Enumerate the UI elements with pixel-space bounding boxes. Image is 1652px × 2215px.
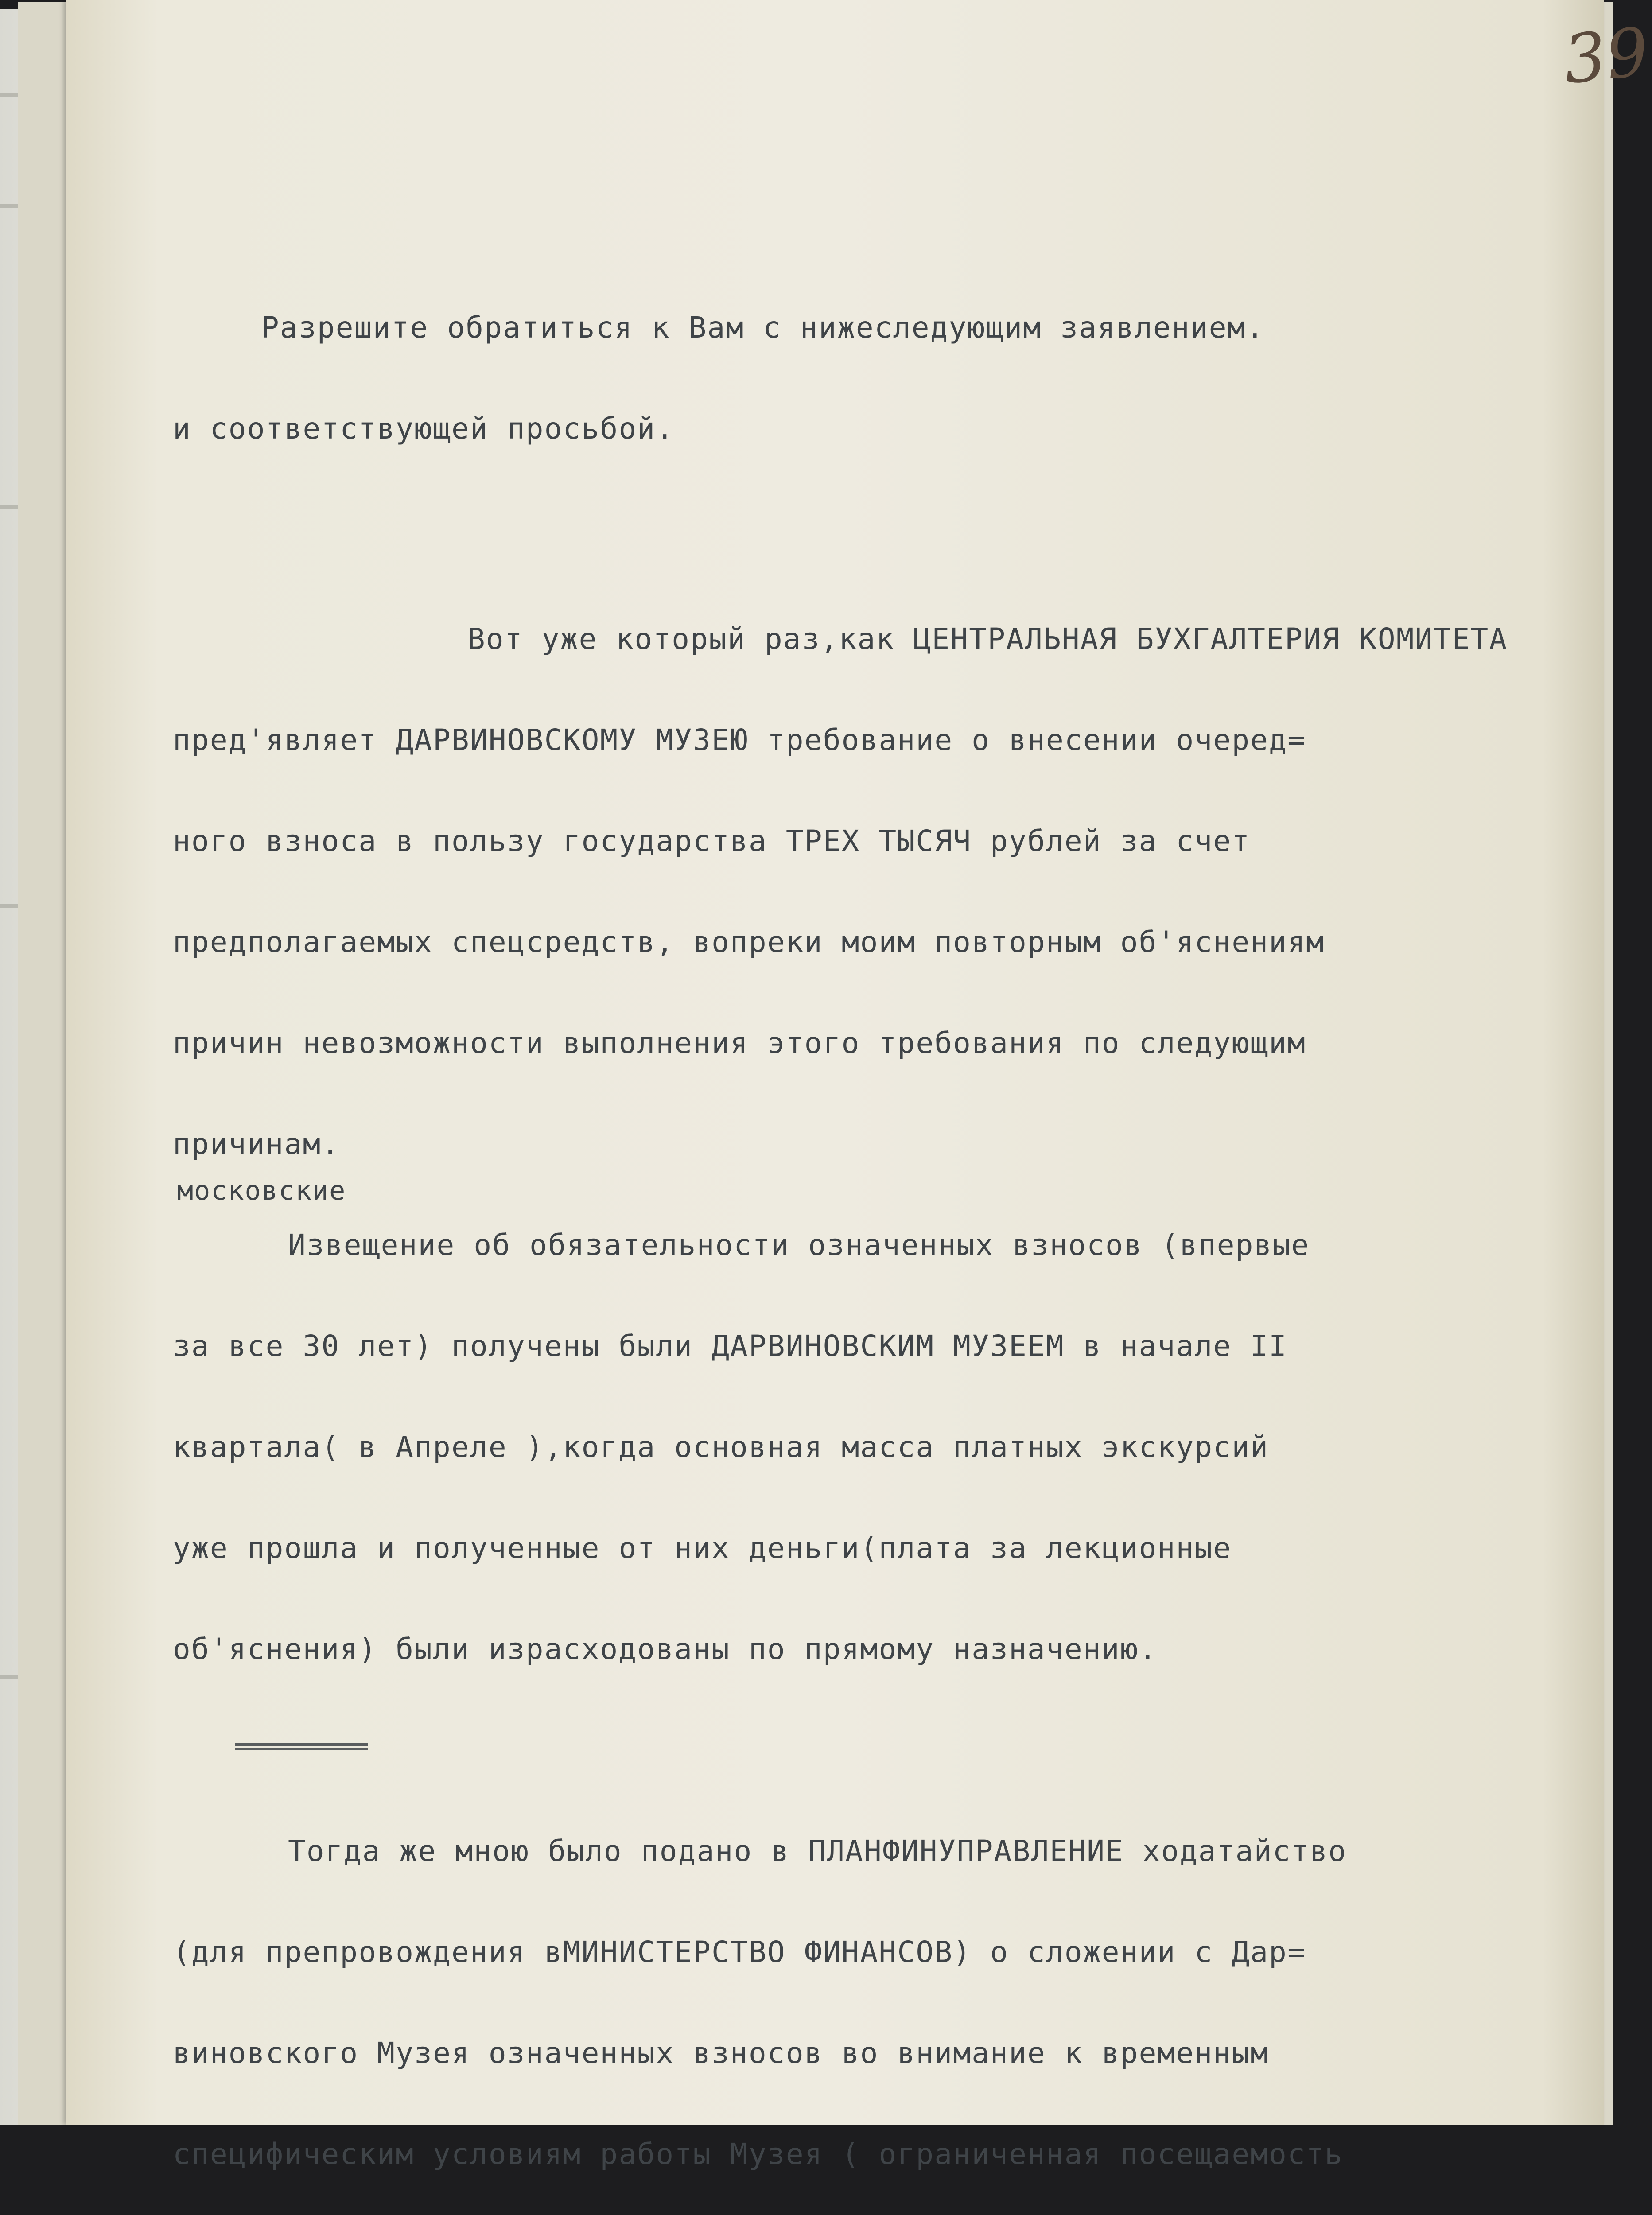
letter-body [173, 244, 1599, 2215]
text-line: Вот уже который раз,как ЦЕНТРАЛЬНАЯ БУХГАЛТЕРИЯ КОМИТЕТА [467, 622, 1508, 656]
text-line: причин невозможности выполнения этого требования по следующим [173, 1026, 1306, 1060]
text-line: виновского Музея означенных взносов во внимание к временным [173, 2036, 1269, 2070]
text-line: ного взноса в пользу государства ТРЕХ ТЫСЯЧ рублей за счет [173, 824, 1251, 858]
text-line: за все 30 лет) получены были ДАРВИНОВСКИМ МУЗЕЕМ в начале II [173, 1329, 1288, 1363]
text-line: об'яснения) были израсходованы по прямому назначению. [173, 1632, 1158, 1666]
handwritten-page-number: 39 [1560, 13, 1652, 99]
text-line: (для препровождения вМИНИСТЕРСТВО ФИНАНСОВ) о сложении с Дар= [173, 1935, 1306, 1969]
text-line: Разрешите обратиться к Вам с нижеследующим заявлением. [261, 311, 1265, 345]
text-line: специфическим условиям работы Музея ( ограниченная посещаемость [173, 2137, 1343, 2171]
text-line: Тогда же мною было подано в ПЛАНФИНУПРАВЛЕНИЕ ходатайство [288, 1834, 1347, 1868]
margin-insertion: московские [177, 1175, 346, 1206]
text-line: пред'являет ДАРВИНОВСКОМУ МУЗЕЮ требование о внесении очеред= [173, 723, 1306, 757]
text-line: Извещение об обязательности означенных взносов (впервые [288, 1228, 1310, 1262]
text-line: и соответствующей просьбой. [173, 412, 675, 446]
struck-out-word [173, 1733, 1599, 1767]
text-line: квартала( в Апреле ),когда основная масса платных экскурсий [173, 1430, 1269, 1464]
text-line: причинам. [173, 1127, 340, 1161]
text-line: уже прошла и полученные от них деньги(плата за лекционные [173, 1531, 1232, 1565]
text-line: предполагаемых спецсредств, вопреки моим повторным об'яснениям [173, 925, 1325, 959]
